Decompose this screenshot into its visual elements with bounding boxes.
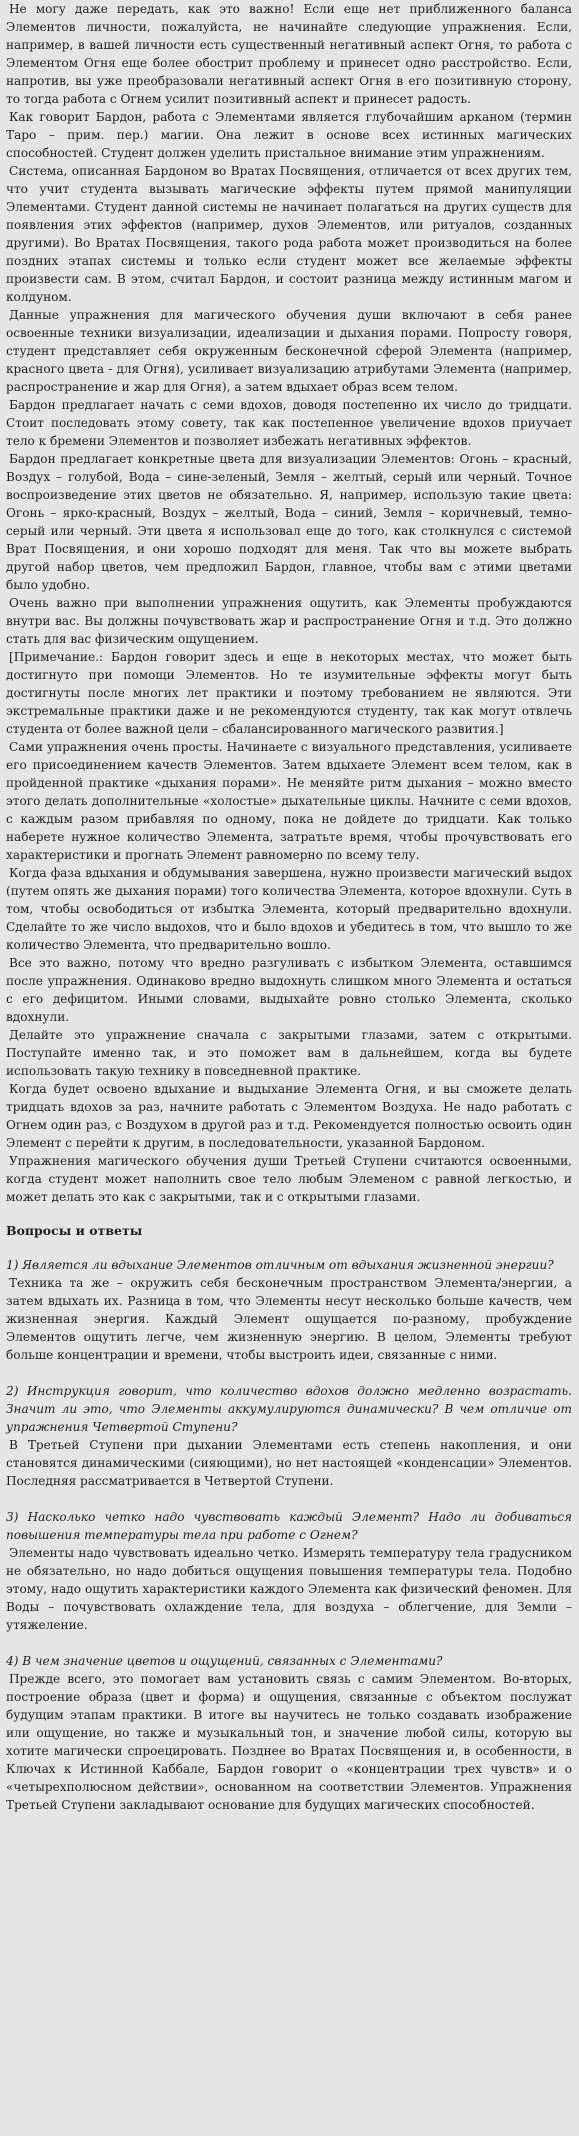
faq-question: 2) Инструкция говорит, что количество вдохов должно медленно возрастать. Значит ли это, что Элементы аккумулируются динамически? В чем отличие от упражнения Четвертой Ступени? [6, 1384, 572, 1434]
faq-answer: Прежде всего, это помогает вам установить связь с самим Элементом. Во-вторых, построение образа (цвет и форма) и ощущения, связанные с объектом послужат будущим этапам практики. В итоге вы научитесь не только создавать изображение или ощущение, но также и музыкальный тон, и значение любой силы, которую вы хотите магически спроецировать. Позднее во Вратах Посвящения и, в особенности, в Ключах к Истинной Каббале, Бардон говорит о «концентрации трех чувств» и о «четырехполюсном действии», основанном на соответствии Элементов. Упражнения Третьей Ступени закладывают основание для будущих магических способностей. [6, 1672, 572, 1812]
paragraph: Система, описанная Бардоном во Вратах Посвящения, отличается от всех других тем, что учит студента вызывать магические эффекты путем прямой манипуляции Элементами. Студент данной системы не начинает полагаться на других существ для появления этих эффектов (например, духов Элементов, или ритуалов, созданных другими). Во Вратах Посвящения, такого рода работа может производиться на более поздних этапах системы и только если студент может все желаемые эффекты произвести сам. В этом, считал Бардон, и состоит разница между истинным магом и колдуном. [6, 164, 572, 304]
paragraph: Как говорит Бардон, работа с Элементами является глубочайшим арканом (термин Таро – прим. пер.) магии. Она лежит в основе всех истинных магических способностей. Студент должен уделить пристальное внимание этим упражнениям. [6, 110, 572, 160]
faq-heading: Вопросы и ответы [6, 1223, 143, 1238]
faq-question: 1) Является ли вдыхание Элементов отличным от вдыхания жизненной энергии? [6, 1258, 554, 1272]
faq-answer: Элементы надо чувствовать идеально четко. Измерять температуру тела градусником не обязательно, но надо добиться ощущения повышения температуры тела. Подобно этому, надо ощутить характеристики каждого Элемента как физический феномен. Для Воды – почувствовать охлаждение тела, для воздуха – облегчение, для Земли – утяжеление. [6, 1546, 572, 1632]
faq-item [6, 1382, 572, 1490]
faq-answer: В Третьей Ступени при дыхании Элементами есть степень накопления, и они становятся динамическими (сияющими), но нет настоящей «конденсации» Элементов. Последняя рассматривается в Четвертой Ступени. [6, 1438, 572, 1488]
faq-item [6, 1508, 572, 1634]
faq-question: 3) Насколько четко надо чувствовать каждый Элемент? Надо ли добиваться повышения температуры тела при работе с Огнем? [6, 1510, 572, 1542]
paragraph: Сами упражнения очень просты. Начинаете с визуального представления, усиливаете его присоединением качеств Элементов. Затем вдыхаете Элемент всем телом, как в пройденной практике «дыхания порами». Не меняйте ритм дыхания – можно вместо этого делать дополнительные «холостые» дыхательные циклы. Начните с семи вдохов, с каждым разом прибавляя по одному, пока не дойдете до тридцати. Как только наберете нужное количество Элемента, затратьте время, чтобы прочувствовать его характеристики и прогнать Элемент равномерно по всему телу. [6, 740, 572, 862]
note-paragraph: [Примечание.: Бардон говорит здесь и еще в некоторых местах, что может быть достигнуто при помощи Элементов. Но те изумительные эффекты могут быть достигнуты после многих лет практики и поэтому требованием не являются. Эти экстремальные практики даже и не рекомендуются студенту, так как могут отвлечь студента от более важной цели – сбалансированного магического развития.] [6, 650, 572, 736]
paragraph: Когда будет освоено вдыхание и выдыхание Элемента Огня, и вы сможете делать тридцать вдохов за раз, начните работать с Элементом Воздуха. Не надо работать с Огнем один раз, с Воздухом в другой раз и т.д. Рекомендуется полностью освоить один Элемент с перейти к другим, в последовательности, указанной Бардоном. [6, 1082, 572, 1150]
paragraph: Не могу даже передать, как это важно! Если еще нет приближенного баланса Элементов личности, пожалуйста, не начинайте следующие упражнения. Если, например, в вашей личности есть существенный негативный аспект Огня, то работа с Элементом Огня еще более обострит проблему и принесет одно расстройство. Если, напротив, вы уже преобразовали негативный аспект Огня в его позитивную сторону, то тогда работа с Огнем усилит позитивный аспект и принесет радость. [6, 2, 572, 106]
paragraph: Бардон предлагает конкретные цвета для визуализации Элементов: Огонь – красный, Воздух – голубой, Вода – сине-зеленый, Земля – желтый, серый или черный. Точное воспроизведение этих цветов не обязательно. Я, например, использую такие цвета: Огонь – ярко-красный, Воздух – желтый, Вода – синий, Земля – коричневый, темно-серый или черный. Эти цвета я использовал еще до того, как столкнулся с системой Врат Посвящения, и они хорошо подходят для меня. Так что вы можете выбрать другой набор цветов, чем предложил Бардон, главное, чтобы вам с этими цветами было удобно. [6, 452, 572, 592]
faq-question: 4) В чем значение цветов и ощущений, связанных с Элементами? [6, 1654, 443, 1668]
faq-item [6, 1652, 572, 1814]
spacer [6, 1364, 572, 1382]
paragraph: Очень важно при выполнении упражнения ощутить, как Элементы пробуждаются внутри вас. Вы должны почувствовать жар и распространение Огня и т.д. Это должно стать для вас физическим ощущением. [6, 596, 572, 646]
spacer [6, 1634, 572, 1652]
paragraph: Все это важно, потому что вредно разгуливать с избытком Элемента, оставшимся после упражнения. Одинаково вредно выдохнуть слишком много Элемента и остаться с его дефицитом. Иными словами, выдыхайте ровно столько Элемента, сколько вдохнули. [6, 956, 572, 1024]
paragraph: Когда фаза вдыхания и обдумывания завершена, нужно произвести магический выдох (путем опять же дыхания порами) того количества Элемента, которое вдохнули. Суть в том, чтобы освободиться от избытка Элемента, который предварительно вдохнули. Сделайте то же число выдохов, что и было вдохов и убедитесь в том, что вышло то же количество Элемента, что предварительно вошло. [6, 866, 572, 952]
paragraph: Делайте это упражнение сначала с закрытыми глазами, затем с открытыми. Поступайте именно так, и это поможет вам в дальнейшем, когда вы будете использовать такую технику в повседневной практике. [6, 1028, 572, 1078]
paragraph: Бардон предлагает начать с семи вдохов, доводя постепенно их число до тридцати. Стоит последовать этому совету, так как постепенное увеличение вдохов приучает тело к бремени Элементов и позволяет избежать негативных эффектов. [6, 398, 572, 448]
paragraph: Данные упражнения для магического обучения души включают в себя ранее освоенные техники визуализации, идеализации и дыхания порами. Попросту говоря, студент представляет себя окруженным бесконечной сферой Элемента (например, красного цвета - для Огня), усиливает визуализацию атрибутами Элемента (например, распространение и жар для Огня), а затем вдыхает образ всем телом. [6, 308, 572, 394]
paragraph: Упражнения магического обучения души Третьей Ступени считаются освоенными, когда студент может наполнить свое тело любым Элеменом с равной легкостью, и может делать это как с закрытыми, так и с открытыми глазами. [6, 1154, 572, 1204]
faq-item [6, 1256, 572, 1364]
spacer [6, 1490, 572, 1508]
faq-answer: Техника та же – окружить себя бесконечным пространством Элемента/энергии, а затем вдыхать их. Разница в том, что Элементы несут несколько больше качеств, чем жизненная энергия. Каждый Элемент ощущается по-разному, пробуждение Элементов ощутить легче, чем жизненную энергию. В целом, Элементы требуют больше концентрации и времени, чтобы выстроить идеи, связанные с ними. [6, 1276, 572, 1362]
